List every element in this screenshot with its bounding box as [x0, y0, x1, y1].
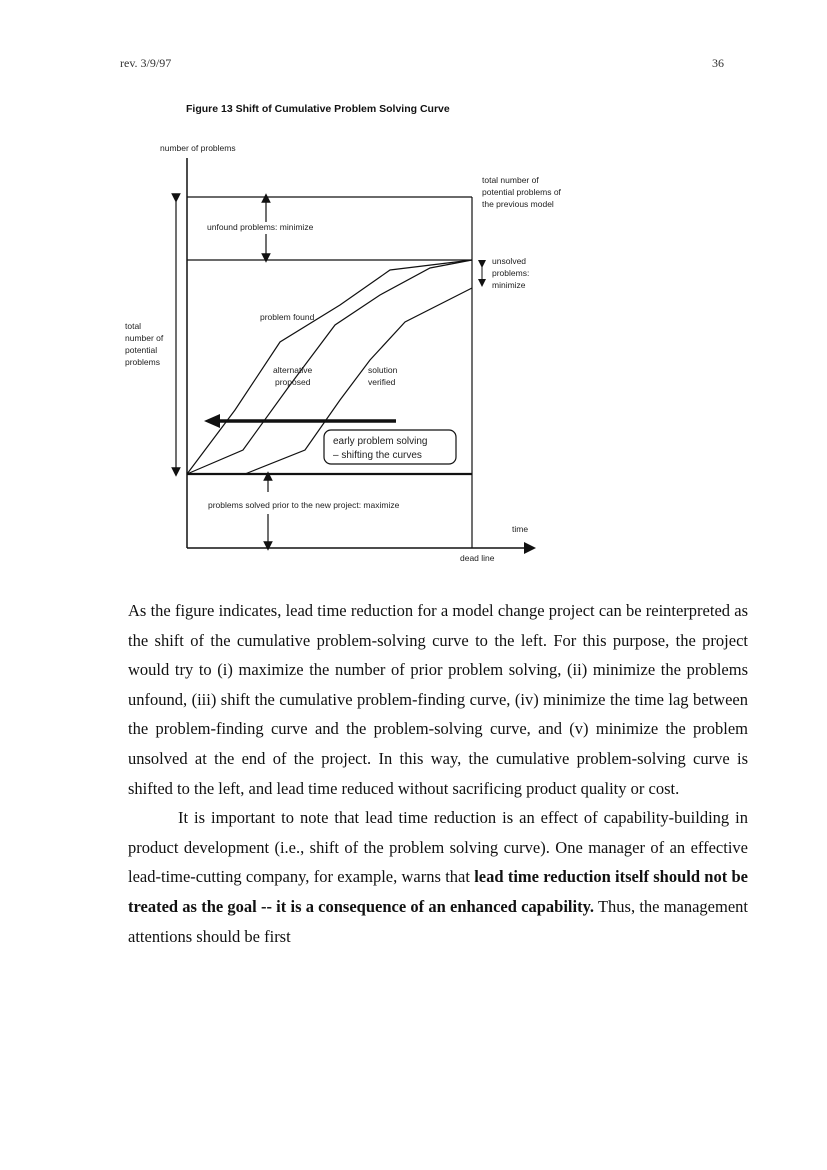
previous-total-label-3: the previous model: [482, 199, 554, 209]
previous-total-label-2: potential problems of: [482, 187, 561, 197]
total-label-3: potential: [125, 345, 158, 355]
paragraph-2-start: It is important to note that lead time reduction is an effect of capability-building in product development (i.e., shift of the problem solving curve). One manager of an effective lead-time-cutting company, for example, warns that: [128, 808, 748, 887]
page-number: 36: [712, 56, 724, 70]
prior-solved-label: problems solved prior to the new project: maximize: [208, 500, 400, 510]
figure-title: Figure 13 Shift of Cumulative Problem Solving Curve: [186, 103, 450, 115]
shift-arrowhead: [204, 414, 220, 428]
total-label-1: total: [125, 321, 142, 331]
alternative-label-2: proposed: [275, 377, 311, 387]
problem-found-label: problem found: [260, 312, 315, 322]
paragraph-1: As the figure indicates, lead time reduction for a model change project can be reinterpreted as the shift of the cumulative problem-solving curve to the left. For this purpose, the project would try to (i) maximize the number of prior problem solving, (ii) minimize the problems unfound, (iii) shift the cumulative problem-finding curve, (iv) minimize the time lag between the problem-finding curve and the problem-solving curve, and (v) minimize the problem unsolved at the end of the project. In this way, the cumulative problem-solving curve is shifted to the left, and lead time reduced without sacrificing product quality or cost.: [128, 601, 748, 798]
y-axis-label: number of problems: [160, 143, 236, 153]
previous-total-label-1: total number of: [482, 175, 539, 185]
total-label-2: number of: [125, 333, 164, 343]
alternative-label-1: alternative: [273, 365, 313, 375]
x-axis-label: time: [512, 524, 529, 534]
unfound-label: unfound problems: minimize: [207, 222, 314, 232]
paragraph-2-end: Thus, the management attentions should be first: [128, 896, 748, 946]
shift-label-1: early problem solving: [333, 436, 428, 447]
unsolved-label-1: unsolved: [492, 256, 527, 266]
unsolved-label-2: problems:: [492, 268, 530, 278]
shift-label-2: – shifting the curves: [333, 450, 422, 461]
total-label-4: problems: [125, 357, 160, 367]
unsolved-label-3: minimize: [492, 280, 526, 290]
solution-label-2: verified: [368, 377, 396, 387]
solution-label-1: solution: [368, 365, 398, 375]
body-text: [128, 596, 748, 951]
revision-date: rev. 3/9/97: [120, 56, 172, 70]
paragraph-2-bold: lead time reduction itself should not be treated as the goal -- it is a consequence of an enhanced capability.: [128, 867, 748, 916]
paragraph-2: [128, 803, 748, 951]
deadline-label: dead line: [460, 553, 495, 563]
